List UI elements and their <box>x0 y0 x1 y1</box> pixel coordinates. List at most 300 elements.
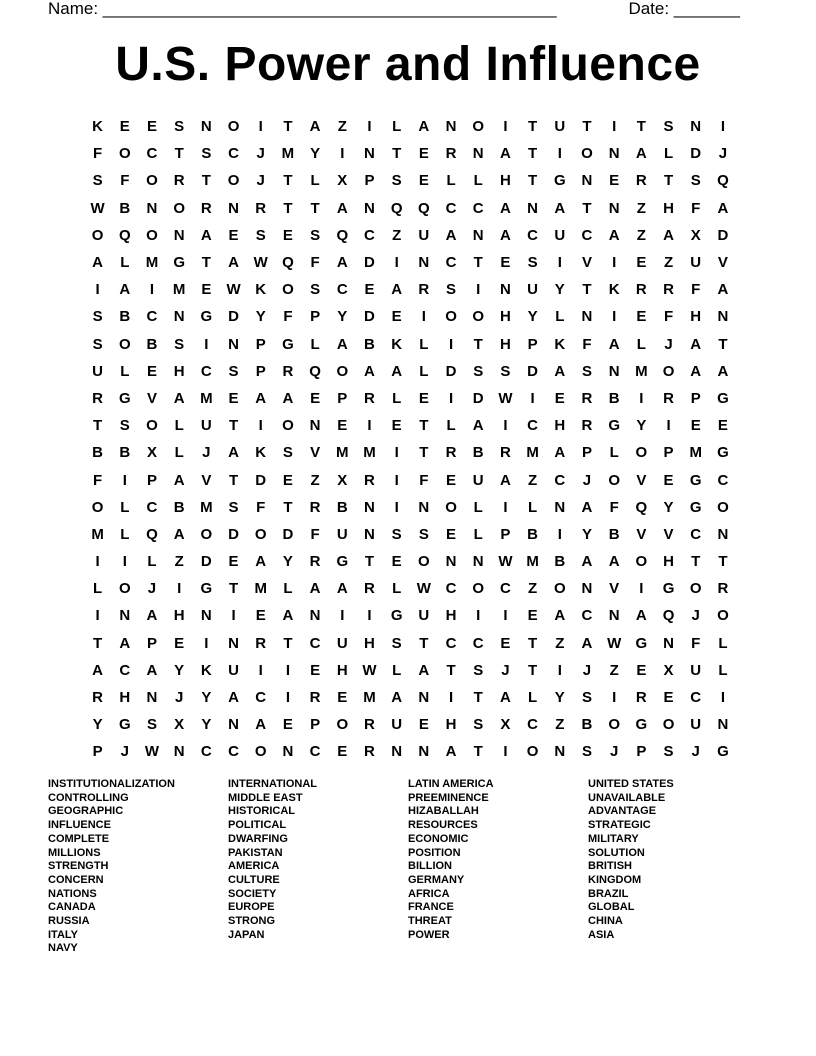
grid-letter[interactable]: T <box>528 172 538 190</box>
grid-letter[interactable]: L <box>609 444 619 462</box>
grid-letter[interactable]: A <box>608 335 620 353</box>
grid-letter[interactable]: N <box>581 580 593 598</box>
grid-letter[interactable]: I <box>285 661 290 679</box>
grid-letter[interactable]: S <box>119 417 130 435</box>
grid-letter[interactable]: O <box>118 335 131 353</box>
grid-letter[interactable]: I <box>367 417 372 435</box>
grid-letter[interactable]: O <box>254 525 267 543</box>
grid-letter[interactable]: D <box>445 362 457 380</box>
grid-letter[interactable]: S <box>500 362 511 380</box>
grid-letter[interactable]: G <box>635 716 648 734</box>
grid-letter[interactable]: I <box>394 498 399 516</box>
grid-letter[interactable]: A <box>690 335 702 353</box>
grid-letter[interactable]: E <box>527 607 538 625</box>
grid-letter[interactable]: E <box>418 716 429 734</box>
grid-letter[interactable]: E <box>418 389 429 407</box>
grid-letter[interactable]: E <box>391 553 402 571</box>
grid-letter[interactable]: V <box>146 389 157 407</box>
grid-letter[interactable]: S <box>663 118 674 136</box>
grid-letter[interactable]: S <box>146 716 157 734</box>
grid-letter[interactable]: S <box>581 362 592 380</box>
grid-letter[interactable]: O <box>635 444 648 462</box>
grid-letter[interactable]: U <box>690 716 702 734</box>
grid-letter[interactable]: A <box>499 199 511 217</box>
grid-letter[interactable]: C <box>228 145 239 163</box>
grid-letter[interactable]: E <box>690 417 701 435</box>
grid-letter[interactable]: L <box>392 118 402 136</box>
grid-letter[interactable]: L <box>419 362 429 380</box>
grid-letter[interactable]: J <box>582 661 592 679</box>
grid-letter[interactable]: Z <box>555 634 565 652</box>
grid-letter[interactable]: V <box>310 444 321 462</box>
grid-letter[interactable]: O <box>227 118 240 136</box>
grid-letter[interactable]: I <box>394 254 399 272</box>
grid-letter[interactable]: L <box>392 580 402 598</box>
grid-letter[interactable]: G <box>608 417 620 435</box>
grid-letter[interactable]: U <box>472 471 484 489</box>
grid-letter[interactable]: A <box>445 226 457 244</box>
grid-letter[interactable]: U <box>418 226 430 244</box>
grid-letter[interactable]: C <box>200 743 212 761</box>
grid-letter[interactable]: F <box>419 471 429 489</box>
grid-letter[interactable]: J <box>501 661 510 679</box>
grid-letter[interactable]: T <box>528 661 538 679</box>
grid-letter[interactable]: T <box>283 118 293 136</box>
grid-letter[interactable]: M <box>254 580 267 598</box>
grid-letter[interactable]: E <box>418 172 429 190</box>
grid-letter[interactable]: C <box>527 226 539 244</box>
grid-letter[interactable]: Z <box>310 471 320 489</box>
grid-letter[interactable]: E <box>282 471 293 489</box>
grid-letter[interactable]: L <box>473 525 483 543</box>
grid-letter[interactable]: U <box>690 661 702 679</box>
grid-letter[interactable]: E <box>636 254 647 272</box>
grid-letter[interactable]: I <box>448 689 454 707</box>
grid-letter[interactable]: T <box>201 172 211 190</box>
grid-letter[interactable]: R <box>418 281 430 299</box>
grid-letter[interactable]: N <box>608 199 620 217</box>
grid-letter[interactable]: E <box>418 145 429 163</box>
grid-letter[interactable]: A <box>554 607 566 625</box>
grid-letter[interactable]: A <box>282 389 294 407</box>
grid-letter[interactable]: B <box>554 553 566 571</box>
grid-letter[interactable]: R <box>200 199 212 217</box>
grid-letter[interactable]: F <box>691 281 701 299</box>
grid-letter[interactable]: D <box>690 145 702 163</box>
name-field-label[interactable]: Name: ________________________________________________ <box>48 0 557 18</box>
grid-letter[interactable]: D <box>364 308 375 326</box>
grid-letter[interactable]: E <box>391 417 402 435</box>
grid-letter[interactable]: Q <box>309 362 321 380</box>
grid-letter[interactable]: B <box>472 444 484 462</box>
grid-letter[interactable]: A <box>119 281 131 299</box>
grid-letter[interactable]: Y <box>310 145 321 163</box>
grid-letter[interactable]: T <box>718 553 728 571</box>
grid-letter[interactable]: I <box>204 335 209 353</box>
grid-letter[interactable]: A <box>445 743 457 761</box>
grid-letter[interactable]: V <box>609 580 620 598</box>
grid-letter[interactable]: S <box>174 335 185 353</box>
grid-letter[interactable]: G <box>118 716 131 734</box>
grid-letter[interactable]: S <box>446 281 457 299</box>
grid-letter[interactable]: O <box>472 580 485 598</box>
grid-letter[interactable]: T <box>283 199 293 217</box>
grid-letter[interactable]: U <box>391 716 403 734</box>
grid-letter[interactable]: U <box>527 281 539 299</box>
grid-letter[interactable]: N <box>228 716 239 734</box>
grid-letter[interactable]: A <box>255 716 267 734</box>
grid-letter[interactable]: I <box>503 118 508 136</box>
grid-letter[interactable]: E <box>446 525 457 543</box>
grid-letter[interactable]: J <box>664 335 673 353</box>
grid-letter[interactable]: D <box>364 254 375 272</box>
grid-letter[interactable]: A <box>173 525 185 543</box>
grid-letter[interactable]: C <box>472 634 484 652</box>
grid-letter[interactable]: A <box>499 145 511 163</box>
grid-letter[interactable]: M <box>526 553 539 571</box>
grid-letter[interactable]: T <box>582 199 592 217</box>
grid-letter[interactable]: N <box>472 145 484 163</box>
grid-letter[interactable]: B <box>119 444 131 462</box>
grid-letter[interactable]: G <box>689 471 702 489</box>
grid-letter[interactable]: L <box>174 417 184 435</box>
grid-letter[interactable]: Z <box>528 580 538 598</box>
grid-letter[interactable]: Z <box>555 716 565 734</box>
grid-letter[interactable]: O <box>717 498 729 516</box>
grid-letter[interactable]: M <box>145 254 159 272</box>
grid-letter[interactable]: P <box>364 172 375 190</box>
grid-letter[interactable]: L <box>147 553 157 571</box>
grid-letter[interactable]: A <box>364 362 375 380</box>
grid-letter[interactable]: U <box>554 118 566 136</box>
grid-letter[interactable]: A <box>146 661 158 679</box>
grid-letter[interactable]: Q <box>282 254 294 272</box>
grid-letter[interactable]: U <box>200 417 212 435</box>
grid-letter[interactable]: Z <box>636 199 646 217</box>
grid-letter[interactable]: R <box>309 553 321 571</box>
grid-letter[interactable]: R <box>663 281 674 299</box>
grid-letter[interactable]: N <box>309 607 321 625</box>
grid-letter[interactable]: R <box>717 580 729 598</box>
grid-letter[interactable]: O <box>689 580 702 598</box>
grid-letter[interactable]: P <box>663 444 674 462</box>
grid-letter[interactable]: O <box>553 580 566 598</box>
grid-letter[interactable]: T <box>636 118 646 136</box>
grid-letter[interactable]: I <box>476 281 481 299</box>
grid-letter[interactable]: L <box>392 661 402 679</box>
grid-letter[interactable]: L <box>663 145 674 163</box>
grid-letter[interactable]: H <box>663 553 674 571</box>
grid-letter[interactable]: E <box>228 226 239 244</box>
grid-letter[interactable]: A <box>717 362 729 380</box>
grid-letter[interactable]: E <box>310 661 321 679</box>
grid-letter[interactable]: G <box>173 254 185 272</box>
grid-letter[interactable]: N <box>418 689 430 707</box>
grid-letter[interactable]: E <box>337 689 348 707</box>
grid-letter[interactable]: T <box>419 444 429 462</box>
grid-letter[interactable]: C <box>581 607 593 625</box>
grid-letter[interactable]: E <box>146 362 157 380</box>
grid-letter[interactable]: U <box>690 254 702 272</box>
grid-letter[interactable]: H <box>445 716 457 734</box>
grid-letter[interactable]: F <box>310 254 320 272</box>
grid-letter[interactable]: Y <box>92 716 103 734</box>
grid-letter[interactable]: I <box>639 389 644 407</box>
grid-letter[interactable]: E <box>554 389 565 407</box>
grid-letter[interactable]: J <box>147 580 157 598</box>
grid-letter[interactable]: I <box>394 444 399 462</box>
grid-letter[interactable]: S <box>473 716 484 734</box>
grid-letter[interactable]: T <box>473 743 483 761</box>
grid-letter[interactable]: R <box>282 362 294 380</box>
grid-letter[interactable]: K <box>255 281 267 299</box>
grid-letter[interactable]: E <box>310 389 321 407</box>
grid-letter[interactable]: N <box>445 553 457 571</box>
grid-letter[interactable]: Y <box>174 661 185 679</box>
grid-letter[interactable]: D <box>472 389 484 407</box>
grid-letter[interactable]: N <box>228 199 239 217</box>
grid-letter[interactable]: W <box>498 553 513 571</box>
grid-letter[interactable]: E <box>609 172 620 190</box>
grid-letter[interactable]: V <box>717 254 728 272</box>
grid-letter[interactable]: M <box>200 498 213 516</box>
grid-letter[interactable]: B <box>336 498 348 516</box>
grid-letter[interactable]: G <box>689 498 702 516</box>
grid-letter[interactable]: E <box>446 471 457 489</box>
grid-letter[interactable]: N <box>418 254 430 272</box>
grid-letter[interactable]: S <box>581 689 592 707</box>
grid-letter[interactable]: P <box>255 335 266 353</box>
grid-letter[interactable]: S <box>391 172 402 190</box>
grid-letter[interactable]: H <box>690 308 702 326</box>
grid-letter[interactable]: N <box>527 199 539 217</box>
grid-letter[interactable]: I <box>204 634 209 652</box>
grid-letter[interactable]: B <box>527 525 539 543</box>
grid-letter[interactable]: N <box>717 716 729 734</box>
grid-letter[interactable]: W <box>144 743 160 761</box>
grid-letter[interactable]: N <box>146 199 158 217</box>
grid-letter[interactable]: P <box>92 743 103 761</box>
grid-letter[interactable]: M <box>336 444 349 462</box>
grid-letter[interactable]: O <box>472 308 485 326</box>
grid-letter[interactable]: W <box>498 389 513 407</box>
grid-letter[interactable]: A <box>309 580 321 598</box>
grid-letter[interactable]: T <box>228 417 239 435</box>
grid-letter[interactable]: I <box>122 553 127 571</box>
grid-letter[interactable]: I <box>367 118 372 136</box>
grid-letter[interactable]: O <box>146 226 158 244</box>
grid-letter[interactable]: N <box>663 634 674 652</box>
grid-letter[interactable]: N <box>364 145 375 163</box>
grid-letter[interactable]: Y <box>337 308 348 326</box>
grid-letter[interactable]: O <box>118 580 131 598</box>
grid-letter[interactable]: I <box>231 607 236 625</box>
grid-letter[interactable]: R <box>635 281 647 299</box>
grid-letter[interactable]: O <box>418 553 430 571</box>
grid-letter[interactable]: A <box>635 145 647 163</box>
grid-letter[interactable]: B <box>364 335 375 353</box>
grid-letter[interactable]: G <box>200 580 213 598</box>
grid-letter[interactable]: I <box>530 389 535 407</box>
grid-letter[interactable]: T <box>364 553 375 571</box>
grid-letter[interactable]: G <box>336 553 349 571</box>
grid-letter[interactable]: I <box>476 607 481 625</box>
grid-letter[interactable]: A <box>228 254 239 272</box>
grid-letter[interactable]: U <box>228 661 239 679</box>
grid-letter[interactable]: R <box>309 689 321 707</box>
grid-letter[interactable]: M <box>172 281 186 299</box>
grid-letter[interactable]: I <box>421 308 426 326</box>
grid-letter[interactable]: S <box>92 335 103 353</box>
grid-letter[interactable]: O <box>635 553 648 571</box>
grid-letter[interactable]: N <box>499 281 511 299</box>
grid-letter[interactable]: V <box>201 471 212 489</box>
grid-letter[interactable]: Q <box>118 226 131 244</box>
grid-letter[interactable]: Y <box>282 553 293 571</box>
grid-letter[interactable]: R <box>309 498 321 516</box>
grid-letter[interactable]: L <box>120 362 130 380</box>
grid-letter[interactable]: I <box>639 580 644 598</box>
grid-letter[interactable]: A <box>92 661 104 679</box>
grid-letter[interactable]: I <box>285 689 290 707</box>
grid-letter[interactable]: Z <box>174 553 184 571</box>
grid-letter[interactable]: H <box>119 689 131 707</box>
grid-letter[interactable]: T <box>473 254 483 272</box>
grid-letter[interactable]: N <box>173 743 185 761</box>
grid-letter[interactable]: O <box>336 716 349 734</box>
grid-letter[interactable]: B <box>92 444 104 462</box>
grid-letter[interactable]: A <box>336 335 348 353</box>
grid-letter[interactable]: L <box>528 498 538 516</box>
grid-letter[interactable]: A <box>336 199 348 217</box>
grid-letter[interactable]: C <box>255 689 267 707</box>
grid-letter[interactable]: Q <box>635 498 648 516</box>
grid-letter[interactable]: U <box>418 607 430 625</box>
grid-letter[interactable]: L <box>283 580 293 598</box>
grid-letter[interactable]: H <box>173 607 185 625</box>
grid-letter[interactable]: E <box>146 118 157 136</box>
grid-letter[interactable]: C <box>336 281 348 299</box>
grid-letter[interactable]: F <box>256 498 266 516</box>
grid-letter[interactable]: S <box>310 281 321 299</box>
grid-letter[interactable]: H <box>445 607 457 625</box>
grid-letter[interactable]: E <box>119 118 130 136</box>
grid-letter[interactable]: A <box>663 226 674 244</box>
grid-letter[interactable]: Y <box>554 689 565 707</box>
grid-letter[interactable]: N <box>608 362 620 380</box>
grid-letter[interactable]: Z <box>528 471 538 489</box>
grid-letter[interactable]: F <box>691 199 701 217</box>
grid-letter[interactable]: O <box>526 743 539 761</box>
grid-letter[interactable]: T <box>528 118 538 136</box>
grid-letter[interactable]: W <box>90 199 105 217</box>
grid-letter[interactable]: S <box>282 444 293 462</box>
grid-letter[interactable]: F <box>310 525 320 543</box>
grid-letter[interactable]: R <box>445 444 457 462</box>
grid-letter[interactable]: O <box>662 362 675 380</box>
grid-letter[interactable]: N <box>418 743 430 761</box>
grid-letter[interactable]: S <box>92 172 103 190</box>
grid-letter[interactable]: E <box>500 254 511 272</box>
grid-letter[interactable]: E <box>663 471 674 489</box>
grid-letter[interactable]: C <box>146 308 158 326</box>
grid-letter[interactable]: Y <box>636 417 647 435</box>
grid-letter[interactable]: I <box>258 118 263 136</box>
grid-letter[interactable]: J <box>691 607 700 625</box>
grid-letter[interactable]: I <box>149 281 155 299</box>
grid-letter[interactable]: A <box>418 661 430 679</box>
grid-letter[interactable]: R <box>499 444 511 462</box>
grid-letter[interactable]: N <box>364 199 375 217</box>
grid-letter[interactable]: J <box>256 145 265 163</box>
grid-letter[interactable]: T <box>446 661 456 679</box>
grid-letter[interactable]: H <box>336 661 348 679</box>
grid-letter[interactable]: Y <box>527 308 538 326</box>
grid-letter[interactable]: C <box>554 471 566 489</box>
grid-letter[interactable]: S <box>391 525 402 543</box>
grid-letter[interactable]: T <box>663 172 674 190</box>
grid-letter[interactable]: C <box>527 417 539 435</box>
grid-letter[interactable]: L <box>120 498 130 516</box>
grid-letter[interactable]: A <box>200 226 212 244</box>
grid-letter[interactable]: T <box>283 634 293 652</box>
grid-letter[interactable]: A <box>554 362 566 380</box>
grid-letter[interactable]: D <box>527 362 539 380</box>
grid-letter[interactable]: S <box>663 743 674 761</box>
grid-letter[interactable]: S <box>473 661 484 679</box>
grid-letter[interactable]: E <box>174 634 185 652</box>
grid-letter[interactable]: R <box>364 743 375 761</box>
grid-letter[interactable]: I <box>394 471 399 489</box>
grid-letter[interactable]: E <box>717 417 728 435</box>
grid-letter[interactable]: N <box>119 607 131 625</box>
grid-letter[interactable]: R <box>445 145 457 163</box>
grid-letter[interactable]: C <box>690 525 702 543</box>
grid-letter[interactable]: A <box>418 118 430 136</box>
grid-letter[interactable]: C <box>146 498 158 516</box>
grid-letter[interactable]: N <box>717 308 729 326</box>
grid-letter[interactable]: M <box>200 389 213 407</box>
grid-letter[interactable]: N <box>228 335 239 353</box>
grid-letter[interactable]: W <box>226 281 241 299</box>
grid-letter[interactable]: O <box>717 607 729 625</box>
grid-letter[interactable]: P <box>337 389 348 407</box>
grid-letter[interactable]: H <box>499 308 511 326</box>
grid-letter[interactable]: O <box>91 226 104 244</box>
grid-letter[interactable]: R <box>255 634 267 652</box>
grid-letter[interactable]: Y <box>581 525 592 543</box>
grid-letter[interactable]: A <box>635 607 647 625</box>
grid-letter[interactable]: A <box>228 689 239 707</box>
grid-letter[interactable]: C <box>581 226 593 244</box>
grid-letter[interactable]: E <box>337 743 348 761</box>
grid-letter[interactable]: O <box>227 172 240 190</box>
grid-letter[interactable]: A <box>499 471 511 489</box>
grid-letter[interactable]: D <box>228 525 239 543</box>
grid-letter[interactable]: W <box>362 661 377 679</box>
grid-letter[interactable]: I <box>95 281 100 299</box>
grid-letter[interactable]: I <box>177 580 182 598</box>
grid-letter[interactable]: Q <box>336 226 349 244</box>
grid-letter[interactable]: P <box>146 634 157 652</box>
grid-letter[interactable]: Y <box>201 716 212 734</box>
grid-letter[interactable]: E <box>201 281 212 299</box>
grid-letter[interactable]: Q <box>390 199 403 217</box>
grid-letter[interactable]: O <box>254 743 267 761</box>
grid-letter[interactable]: A <box>499 689 511 707</box>
grid-letter[interactable]: N <box>391 743 403 761</box>
grid-letter[interactable]: A <box>92 254 104 272</box>
